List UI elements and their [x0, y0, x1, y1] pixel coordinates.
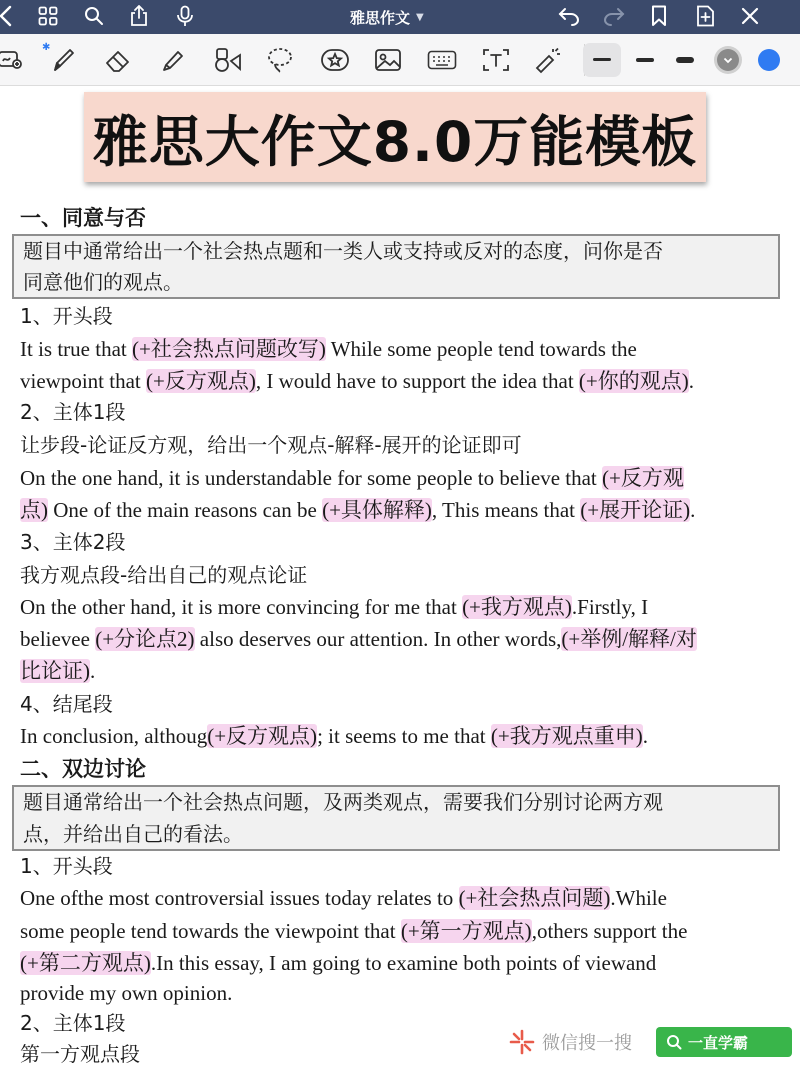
document-title-label: 雅思作文 [350, 8, 411, 27]
wechat-search-watermark [508, 1024, 749, 1060]
text-line [20, 495, 695, 525]
text-run: On the other hand, it is more convincing for me that [20, 595, 463, 619]
close-icon[interactable] [736, 2, 764, 30]
keyboard-icon[interactable] [425, 44, 459, 76]
back-chevron-icon[interactable] [0, 2, 20, 30]
thickness-thick-button[interactable] [668, 43, 702, 77]
text-run: It is true that [20, 337, 132, 361]
highlight-placeholder: (+我方观点) [462, 595, 572, 619]
grid-icon[interactable] [34, 2, 62, 30]
highlight-placeholder: (+反方观点) [145, 369, 256, 393]
shapes-icon[interactable] [211, 44, 245, 76]
watermark-label: 微信搜一搜 [542, 1033, 632, 1054]
highlight-placeholder: (+社会热点问题改写) [131, 337, 326, 361]
bookmark-icon[interactable] [645, 2, 673, 30]
box-text-line: 同意他们的观点。 [23, 270, 183, 294]
text-line: 第一方观点段 [20, 1042, 140, 1066]
text-run: , I would have to support the idea that [255, 369, 579, 393]
highlight-placeholder: (+分论点2) [95, 627, 195, 651]
section-heading: 一、同意与否 [20, 206, 146, 230]
text-run: . [642, 724, 648, 748]
paragraph-label: 3、主体2段 [20, 530, 126, 554]
description-box [12, 234, 780, 299]
title-banner [84, 92, 706, 182]
text-line: 让步段-论证反方观，给出一个观点-解释-展开的论证即可 [20, 433, 522, 457]
highlight-placeholder: (+反方观 [602, 466, 684, 490]
text-run: .While [610, 886, 667, 910]
text-run: On the one hand, it is understandable for some people to believe that [20, 466, 603, 490]
highlight-placeholder: (+你的观点) [578, 369, 689, 393]
text-line [20, 463, 684, 493]
sticker-icon[interactable] [318, 44, 352, 76]
text-run: viewpoint that [20, 369, 146, 393]
thickness-medium-button[interactable] [628, 43, 662, 77]
text-line [20, 721, 648, 751]
lasso-zoom-icon[interactable] [0, 44, 28, 76]
paragraph-label: 4、结尾段 [20, 692, 113, 716]
text-line [20, 656, 95, 686]
text-line: 我方观点段-给出自己的观点论证 [20, 563, 308, 587]
highlight-placeholder: (+展开论证) [580, 498, 691, 522]
text-run: ; it seems to me that [317, 724, 491, 748]
highlight-placeholder: (+第二方观点) [20, 951, 151, 975]
highlight-placeholder: (+社会热点问题) [458, 886, 611, 910]
description-box [12, 785, 780, 851]
text-line [20, 366, 694, 396]
thick-line-icon [676, 57, 694, 63]
text-run: While some people tend towards the [325, 337, 637, 361]
box-text-line: 题目通常给出一个社会热点问题，及两类观点，需要我们分别讨论两方观 [23, 790, 663, 814]
thin-line-icon [593, 58, 611, 61]
highlight-placeholder: 点) [20, 498, 48, 522]
section-heading: 二、双边讨论 [20, 757, 146, 781]
pen-icon[interactable] [42, 42, 80, 76]
highlight-placeholder: (+第一方观点) [400, 919, 532, 943]
watermark-search-text: 一直学霸 [688, 1033, 749, 1052]
text-line [20, 948, 656, 978]
top-navigation-bar [0, 0, 800, 34]
highlight-placeholder: (+举例/解释/对 [561, 627, 697, 651]
text-run: . [690, 498, 696, 522]
highlight-placeholder: (+反方观点) [207, 724, 318, 748]
eraser-icon[interactable] [101, 44, 135, 76]
highlighter-icon[interactable] [156, 44, 190, 76]
chevron-down-icon [717, 49, 739, 71]
document-title[interactable] [350, 0, 424, 34]
text-line [20, 592, 648, 622]
paragraph-label: 1、开头段 [20, 304, 113, 328]
microphone-icon[interactable] [171, 2, 199, 30]
undo-icon[interactable] [555, 2, 583, 30]
text-box-icon[interactable] [479, 44, 513, 76]
text-line [20, 624, 697, 654]
color-swatch-gray[interactable] [717, 49, 739, 71]
paragraph-label: 1、开头段 [20, 854, 113, 878]
text-run: In conclusion, althoug [20, 724, 208, 748]
text-run: . [90, 659, 96, 683]
paragraph-label: 2、主体1段 [20, 400, 126, 424]
medium-line-icon [636, 58, 654, 62]
text-run: .Firstly, I [571, 595, 649, 619]
search-icon [666, 1034, 682, 1050]
laser-pointer-icon[interactable] [530, 44, 564, 76]
text-run: . [688, 369, 695, 393]
text-run: some people tend towards the viewpoint that [20, 919, 401, 943]
text-line [20, 334, 637, 364]
box-text-line: 题目中通常给出一个社会热点题和一类人或支持或反对的态度，问你是否 [23, 239, 663, 263]
lasso-icon[interactable] [263, 44, 297, 76]
highlight-placeholder: (+具体解释) [322, 498, 432, 522]
redo-icon[interactable] [600, 2, 628, 30]
text-run: One of the main reasons can be [48, 498, 323, 522]
text-run: ,others support the [531, 919, 688, 943]
text-run: .In this essay, I am going to examine both points of viewand [150, 951, 657, 975]
highlight-placeholder: 比论证) [20, 659, 90, 683]
color-swatch-blue[interactable] [758, 49, 780, 71]
wechat-search-logo-icon [508, 1028, 536, 1056]
text-run: One ofthe most controversial issues today relates to [20, 886, 459, 910]
box-text-line: 点，并给出自己的看法。 [23, 822, 243, 846]
text-run: also deserves our attention. In other words, [194, 627, 562, 651]
watermark-search-pill [656, 1027, 792, 1057]
share-icon[interactable] [125, 2, 153, 30]
chevron-down-icon: ▼ [416, 11, 424, 23]
banner-title: 雅思大作文8.0万能模板 [92, 109, 698, 174]
text-line [20, 916, 687, 946]
search-icon[interactable] [80, 2, 108, 30]
image-icon[interactable] [371, 44, 405, 76]
thickness-thin-button[interactable] [583, 43, 621, 77]
add-page-icon[interactable] [691, 2, 719, 30]
text-run: believee [20, 627, 96, 651]
drawing-toolbar [0, 34, 800, 86]
bluetooth-icon: ✱ [42, 42, 51, 53]
paragraph-label: 2、主体1段 [20, 1011, 126, 1035]
text-run: , This means that [431, 498, 581, 522]
text-line [20, 883, 667, 913]
text-line: provide my own opinion. [20, 981, 233, 1005]
highlight-placeholder: (+我方观点重申) [490, 724, 643, 748]
